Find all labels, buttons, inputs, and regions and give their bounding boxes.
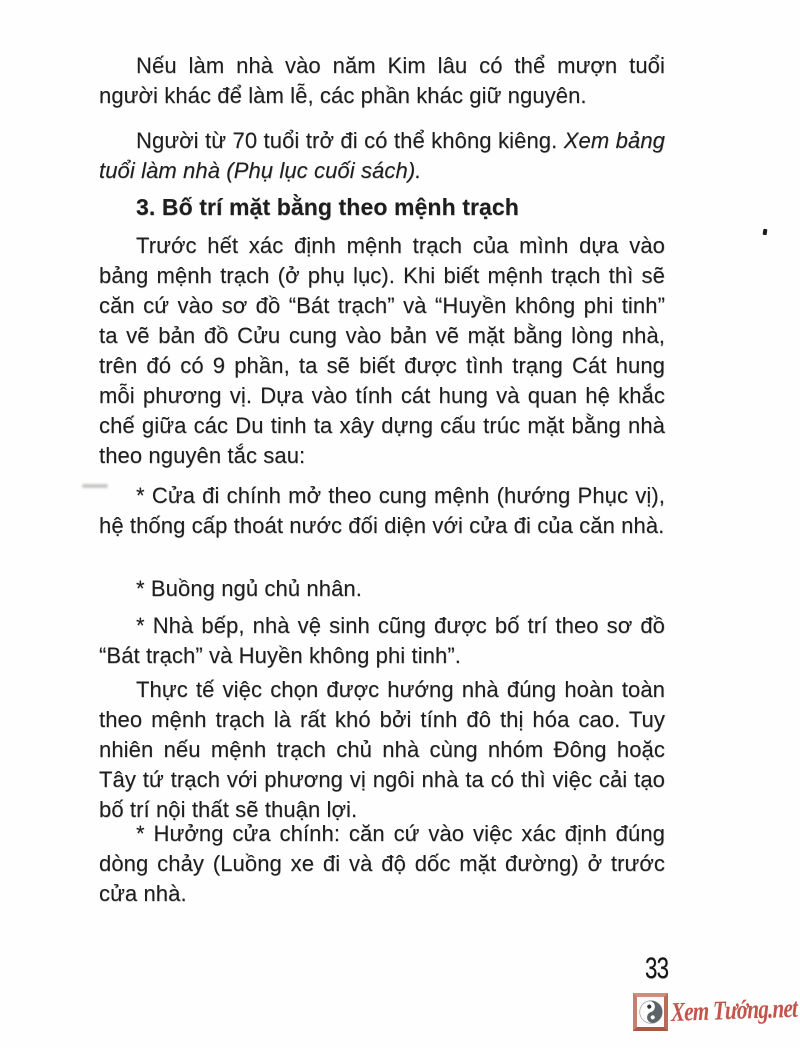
paragraph-thuc-te: Thực tế việc chọn được hướng nhà đúng hoàn toàn theo mệnh trạch là rất khó bởi tính đô thị hóa cao. Tuy nhiên nếu mệnh trạch chủ nhà cùng nhóm Đông hoặc Tây tứ trạch với phương vị ngôi nhà ta có thì việc cải tạo bố trí nội thất sẽ thuận lợi. xyxy=(99,677,665,822)
bullet-cua-di-chinh: * Cửa đi chính mở theo cung mệnh (hướng Phục vị), hệ thống cấp thoát nước đối diện với cửa đi của căn nhà. xyxy=(99,483,665,538)
paragraph-70-tuoi xyxy=(99,126,665,186)
yin-yang-icon xyxy=(639,1000,663,1024)
paragraph-text: Người từ 70 tuổi trở đi có thể không kiêng. xyxy=(136,128,564,153)
paragraph-italic-reference: Xem bảng tuổi làm nhà (Phụ lục cuối sách). xyxy=(99,128,665,183)
paragraph-kim-lau: Nếu làm nhà vào năm Kim lâu có thể mượn tuổi người khác để làm lễ, các phần khác giữ nguyên. xyxy=(99,53,665,108)
watermark-stamp xyxy=(633,993,800,1031)
bullet-huong-cua-chinh: * Hưởng cửa chính: căn cứ vào việc xác định đúng dòng chảy (Luồng xe đi và độ dốc mặt đường) ở trước cửa nhà. xyxy=(99,821,665,906)
page-number: 33 xyxy=(645,952,669,985)
watermark-logo-frame xyxy=(633,993,668,1031)
scan-smudge xyxy=(82,484,108,488)
bullet-nha-bep: * Nhà bếp, nhà vệ sinh cũng được bố trí theo sơ đồ “Bát trạch” và Huyền không phi tinh”. xyxy=(99,613,665,668)
watermark-site-name: Xem Tướng.net xyxy=(670,992,798,1027)
scan-speck xyxy=(763,229,768,235)
section-heading: 3. Bố trí mặt bằng theo mệnh trạch xyxy=(136,194,519,220)
paragraph-menh-trach: Trước hết xác định mệnh trạch của mình dựa vào bảng mệnh trạch (ở phụ lục). Khi biết mệnh trạch thì sẽ căn cứ vào sơ đồ “Bát trạch” và “Huyền không phi tinh” ta vẽ bản đồ Cửu cung vào bản vẽ mặt bằng lòng nhà, trên đó có 9 phần, ta sẽ biết được tình trạng Cát hung mỗi phương vị. Dựa vào tính cát hung và quan hệ khắc chế giữa các Du tinh ta xây dựng cấu trúc mặt bằng nhà theo nguyên tắc sau: xyxy=(99,233,665,468)
bullet-buong-ngu: * Buồng ngủ chủ nhân. xyxy=(136,576,362,601)
